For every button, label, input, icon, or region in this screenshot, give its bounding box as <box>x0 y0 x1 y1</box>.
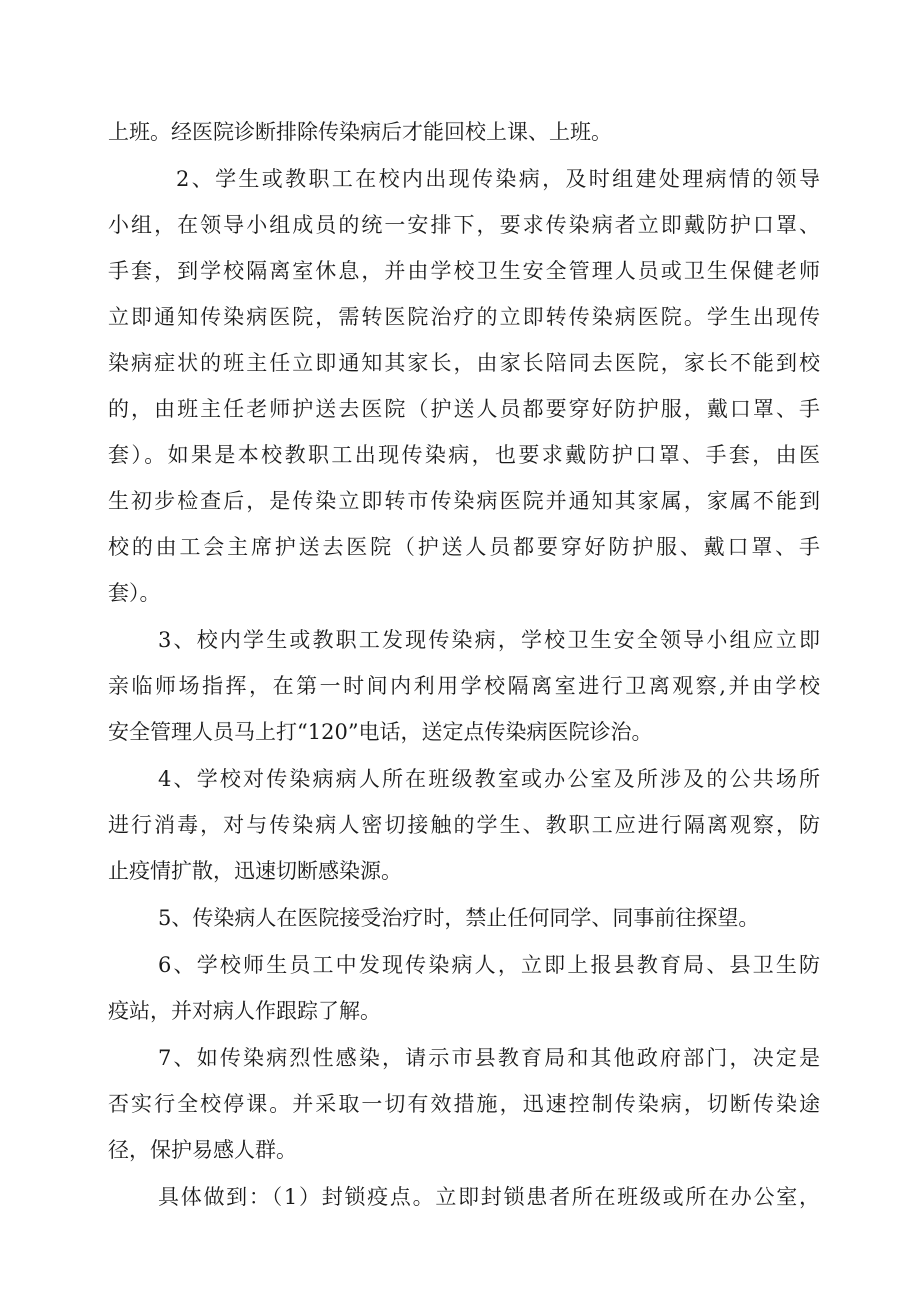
paragraph-line: 4、学校对传染病病人所在班级教室或办公室及所涉及的公共场所 <box>158 767 820 791</box>
paragraph-line: 7、如传染病烈性感染，请示市县教育局和其他政府部门，决定是 <box>158 1046 820 1070</box>
paragraph-line: 校的由工会主席护送去医院（护送人员都要穿好防护服、戴口罩、手 <box>108 535 820 559</box>
paragraph-line: 径，保护易感人群。 <box>108 1138 297 1162</box>
paragraph-line: 手套，到学校隔离室休息，并由学校卫生安全管理人员或卫生保健老师 <box>108 259 820 283</box>
paragraph-line: 5、传染病人在医院接受治疗时，禁止任何同学、同事前往探望。 <box>158 906 760 930</box>
paragraph-line: 上班。经医院诊断排除传染病后才能回校上课、上班。 <box>108 120 612 144</box>
paragraph-line: 亲临师场指挥，在第一时间内利用学校隔离室进行卫离观察,并由学校 <box>108 674 820 698</box>
paragraph-line: 2、学生或教职工在校内出现传染病，及时组建处理病情的领导 <box>176 167 820 191</box>
paragraph-line: 6、学校师生员工中发现传染病人，立即上报县教育局、县卫生防 <box>158 953 820 977</box>
paragraph-line: 否实行全校停课。并采取一切有效措施，迅速控制传染病，切断传染途 <box>108 1092 820 1116</box>
paragraph-line: 安全管理人员马上打“120”电话，送定点传染病医院诊治。 <box>108 720 653 744</box>
paragraph-line: 立即通知传染病医院，需转医院治疗的立即转传染病医院。学生出现传 <box>108 305 820 329</box>
paragraph-line: 疫站，并对病人作跟踪了解。 <box>108 999 381 1023</box>
paragraph-line: 进行消毒，对与传染病人密切接触的学生、教职工应进行隔离观察，防 <box>108 813 820 837</box>
paragraph-line: 具体做到：（1）封锁疫点。立即封锁患者所在班级或所在办公室， <box>158 1185 820 1209</box>
paragraph-line: 生初步检查后，是传染立即转市传染病医院并通知其家属，家属不能到 <box>108 489 820 513</box>
paragraph-line: 染病症状的班主任立即通知其家长，由家长陪同去医院，家长不能到校 <box>108 351 820 375</box>
paragraph-line: 止疫情扩散，迅速切断感染源。 <box>108 859 402 883</box>
paragraph-line: 套）。 <box>108 581 161 605</box>
paragraph-line: 套）。如果是本校教职工出现传染病，也要求戴防护口罩、手套，由医 <box>108 443 820 467</box>
paragraph-line: 3、校内学生或教职工发现传染病，学校卫生安全领导小组应立即 <box>158 628 820 652</box>
paragraph-line: 小组，在领导小组成员的统一安排下，要求传染病者立即戴防护口罩、 <box>108 213 820 237</box>
paragraph-line: 的，由班主任老师护送去医院（护送人员都要穿好防护服，戴口罩、手 <box>108 397 820 421</box>
